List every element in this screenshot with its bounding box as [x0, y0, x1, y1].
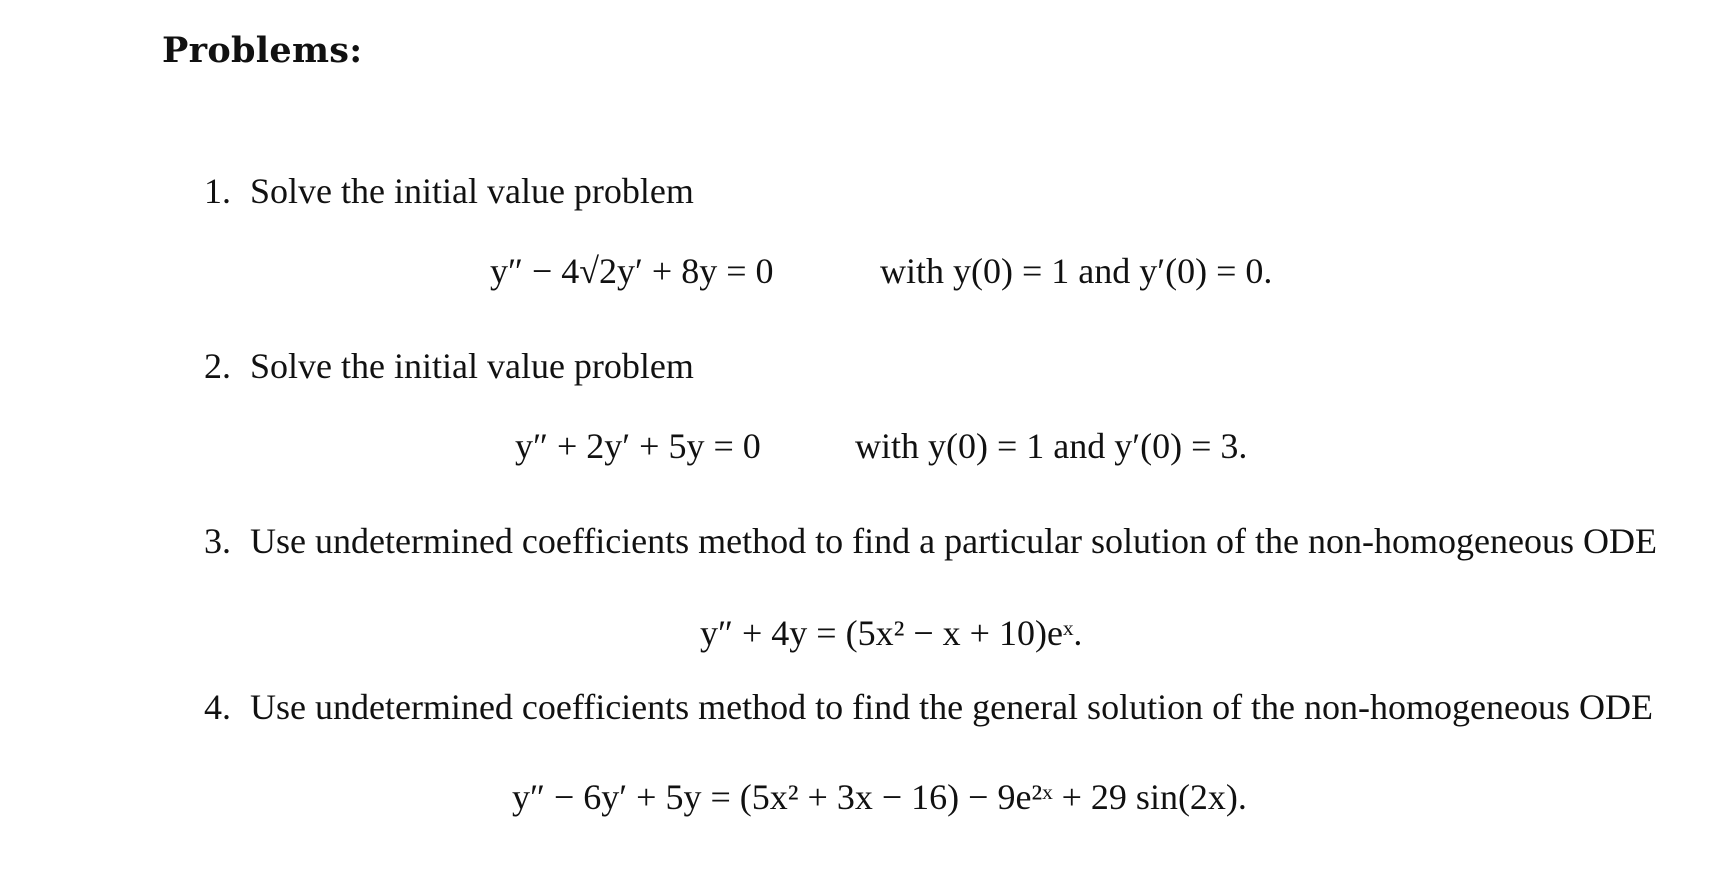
problem-text: Solve the initial value problem: [250, 171, 694, 211]
problem-4-equation: y″ − 6y′ + 5y = (5x² + 3x − 16) − 9e²ˣ + 29 sin(2x).: [512, 777, 1247, 817]
page-title: Problems:: [162, 30, 363, 71]
problem-number: 4.: [204, 687, 231, 727]
problem-number: 2.: [204, 346, 231, 386]
problem-1-condition: with y(0) = 1 and y′(0) = 0.: [880, 251, 1273, 291]
problem-text: Use undetermined coefficients method to find a particular solution of the non-homogeneous ODE: [250, 521, 1657, 561]
problem-text: Use undetermined coefficients method to find the general solution of the non-homogeneous ODE: [250, 687, 1653, 727]
problem-text: Solve the initial value problem: [250, 346, 694, 386]
problem-3-equation: y″ + 4y = (5x² − x + 10)eˣ.: [700, 613, 1083, 653]
problem-number: 3.: [204, 521, 231, 561]
problem-2-condition: with y(0) = 1 and y′(0) = 3.: [855, 426, 1248, 466]
problem-number: 1.: [204, 171, 231, 211]
problem-1-equation: y″ − 4√2y′ + 8y = 0: [490, 251, 774, 291]
problem-2-equation: y″ + 2y′ + 5y = 0: [515, 426, 761, 466]
